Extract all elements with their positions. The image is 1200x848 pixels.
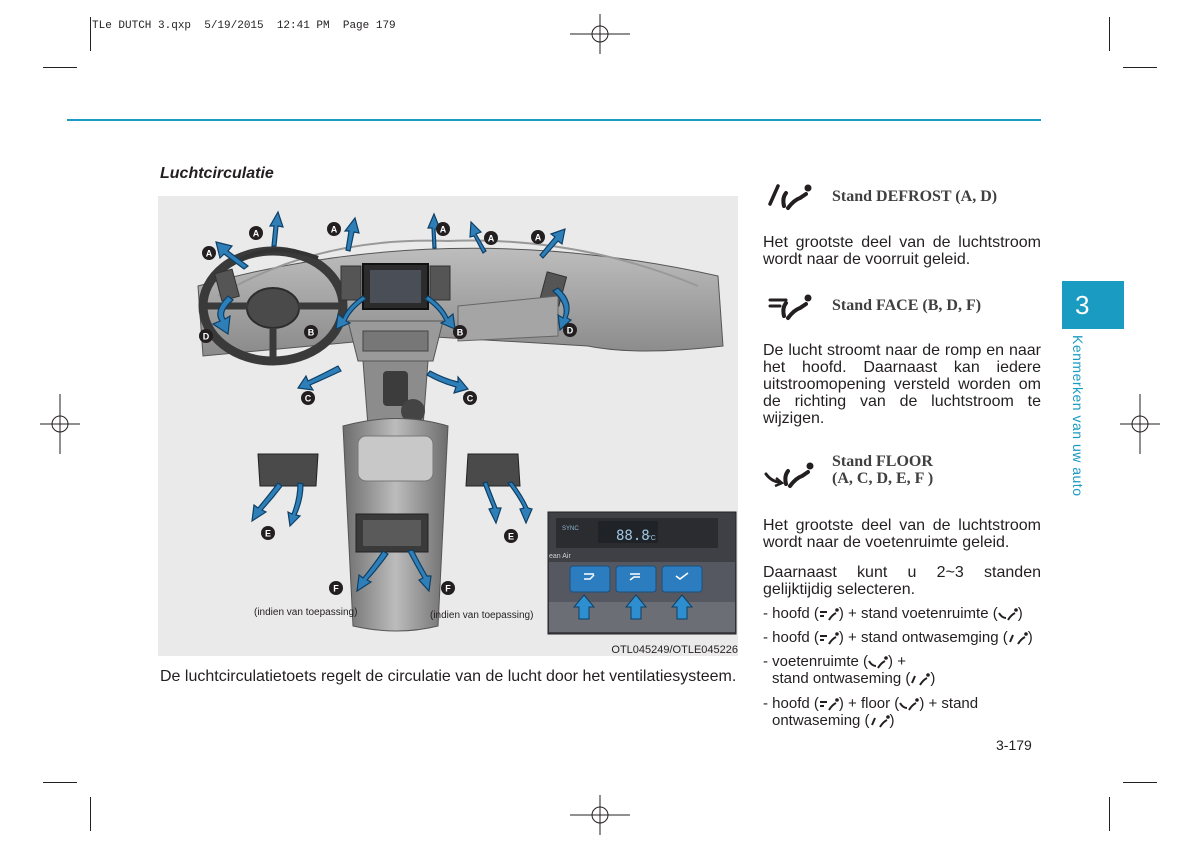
crop-mark — [1109, 17, 1110, 51]
svg-text:SYNC: SYNC — [562, 526, 579, 532]
combo-text: - hoofd ( — [763, 695, 819, 712]
registration-mark-top — [570, 14, 630, 54]
crop-mark — [90, 797, 91, 831]
floor-mode-button — [662, 566, 702, 592]
combo-item — [763, 653, 935, 687]
svg-text:F: F — [333, 583, 339, 594]
callout-e — [504, 529, 518, 543]
defrost-mode-icon — [1008, 631, 1028, 645]
floor-mode-icon — [899, 697, 919, 711]
callout-d — [563, 323, 577, 337]
callout-a — [436, 222, 450, 236]
floor-face-mode-button — [616, 566, 656, 592]
face-mode-icon — [819, 697, 839, 711]
callout-a — [249, 226, 263, 240]
crop-mark — [1123, 782, 1157, 783]
mode-title-floor — [832, 453, 933, 487]
combo-item — [763, 605, 1023, 622]
floor-duct-right — [466, 454, 520, 486]
floor-mode-icon — [868, 655, 888, 669]
svg-text:C: C — [304, 393, 312, 404]
print-slug: TLe DUTCH 3.qxp 5/19/2015 12:41 PM Page 179 — [92, 20, 396, 32]
face-mode-icon — [819, 631, 839, 645]
svg-text:B: B — [307, 327, 315, 338]
mode-description-floor: Het grootste deel van de luchtstroom wordt naar de voetenruimte geleid. — [763, 517, 1041, 551]
combo-text: ) + floor ( — [838, 695, 900, 712]
mode-title-floor-line2: (A, C, D, E, F ) — [832, 470, 934, 487]
floor-mode-icon — [762, 456, 818, 490]
combo-item — [763, 629, 1033, 646]
callout-b — [453, 325, 467, 339]
combo-text: ) + stand voetenruimte ( — [838, 605, 998, 622]
dashboard-illustration — [158, 196, 738, 656]
figure-caption-right: (indien van toepassing) — [430, 610, 534, 621]
combo-text: ) — [1017, 605, 1023, 622]
callout-b — [304, 325, 318, 339]
crop-mark — [1123, 67, 1157, 68]
mode-title-floor-line1: Stand FLOOR — [832, 453, 933, 470]
chapter-tab: 3 — [1062, 281, 1124, 329]
crop-mark — [1109, 797, 1110, 831]
svg-text:ean Air: ean Air — [549, 553, 571, 560]
crop-mark — [43, 67, 77, 68]
svg-text:A: A — [487, 233, 495, 244]
combo-text: ) + stand ontwasemging ( — [838, 629, 1008, 646]
floor-duct-left — [258, 454, 318, 486]
combo-text: ) — [889, 712, 895, 729]
svg-text:A: A — [252, 228, 260, 239]
svg-text:E: E — [264, 528, 272, 539]
registration-mark-bottom — [570, 795, 630, 835]
air-circulation-figure — [158, 196, 738, 656]
svg-text:F: F — [445, 583, 451, 594]
mode-title-defrost: Stand DEFROST (A, D) — [832, 188, 998, 205]
combo-item — [763, 695, 978, 729]
svg-text:A: A — [205, 248, 213, 259]
combo-text: ) + stand — [919, 695, 979, 712]
climate-panel-inset — [548, 512, 736, 634]
combo-text: ontwaseming ( — [772, 712, 870, 729]
mode-description-defrost: Het grootste deel van de luchtstroom wordt naar de voorruit geleid. — [763, 234, 1041, 268]
callout-c — [301, 391, 315, 405]
registration-mark-right — [1120, 394, 1160, 454]
left-body-text: De luchtcirculatietoets regelt de circulatie van de lucht door het ventilatiesysteem. — [160, 668, 737, 685]
defrost-mode-icon — [870, 714, 890, 728]
mode-description-face: De lucht stroomt naar de romp en naar het hoofd. Daarnaast kan iedere uitstroomopening versteld worden om de richting van de luchtstroom te wijzigen. — [763, 342, 1041, 427]
combo-text: ) — [1027, 629, 1033, 646]
combo-text: - hoofd ( — [763, 605, 819, 622]
callout-c — [463, 391, 477, 405]
callout-a — [327, 222, 341, 236]
svg-text:A: A — [330, 224, 338, 235]
floor-mode-icon — [998, 607, 1018, 621]
face-mode-icon — [819, 607, 839, 621]
callout-f — [441, 581, 455, 595]
svg-text:88.8: 88.8 — [616, 528, 650, 544]
defrost-mode-icon — [766, 178, 818, 212]
callout-d — [199, 329, 213, 343]
combo-text: - hoofd ( — [763, 629, 819, 646]
face-mode-icon — [766, 288, 818, 322]
combo-intro: Daarnaast kunt u 2~3 standen gelijktijdig selecteren. — [763, 564, 1041, 598]
svg-text:D: D — [566, 325, 574, 336]
section-title: Luchtcirculatie — [160, 165, 274, 182]
figure-code: OTL045249/OTLE045226 — [611, 644, 738, 656]
page-number: 3-179 — [996, 737, 1032, 753]
defrost-mode-icon — [910, 672, 930, 686]
combo-text: stand ontwaseming ( — [772, 670, 911, 687]
chapter-title: Kenmerken van uw auto — [1070, 335, 1086, 497]
svg-text:A: A — [439, 224, 447, 235]
svg-text:E: E — [507, 531, 515, 542]
callout-a — [202, 246, 216, 260]
mode-title-face: Stand FACE (B, D, F) — [832, 297, 982, 314]
svg-text:D: D — [202, 331, 210, 342]
combo-text: ) — [930, 670, 936, 687]
figure-caption-left: (indien van toepassing) — [254, 607, 358, 618]
svg-text:A: A — [534, 232, 542, 243]
callout-f — [329, 581, 343, 595]
combo-text: - voetenruimte ( — [763, 653, 869, 670]
callout-e — [261, 526, 275, 540]
combo-text: ) + — [888, 653, 906, 670]
svg-text:°C: °C — [648, 535, 656, 542]
crop-mark — [90, 17, 91, 51]
callout-a — [531, 230, 545, 244]
svg-text:C: C — [466, 393, 474, 404]
crop-mark — [43, 782, 77, 783]
registration-mark-left — [40, 394, 80, 454]
header-rule — [67, 119, 1041, 121]
callout-a — [484, 231, 498, 245]
svg-text:B: B — [456, 327, 464, 338]
